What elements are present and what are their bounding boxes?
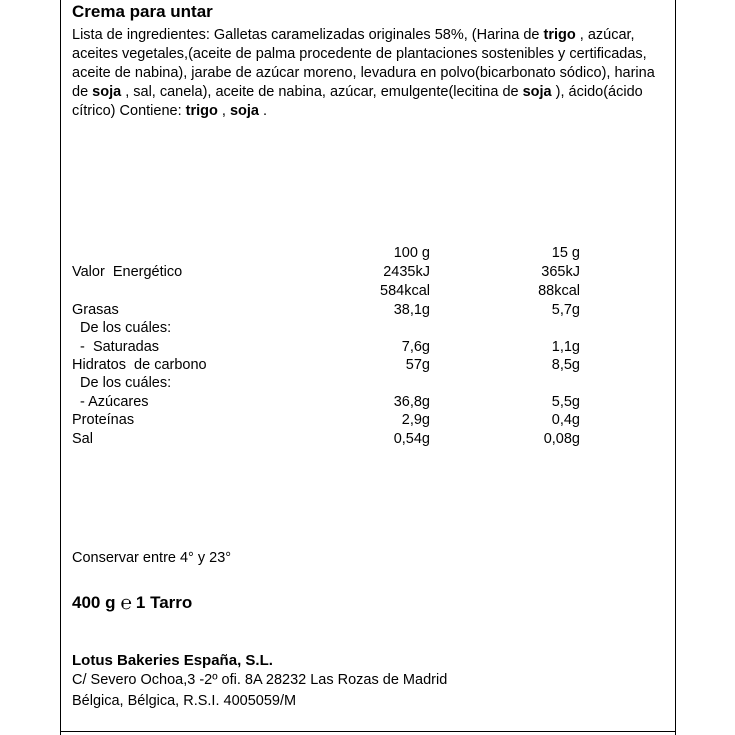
nutrition-value-serving: 0,4g — [551, 412, 580, 428]
net-weight-amount: 400 g — [72, 593, 116, 612]
allergen-highlight: soja — [522, 84, 552, 100]
ingredients-text: ), ácido(ácido cítrico) Contiene: — [72, 84, 643, 119]
net-weight — [72, 593, 192, 613]
nutrition-row-label: Hidratos de carbono — [72, 357, 207, 373]
nutrition-row-label: De los cuáles: — [72, 320, 172, 336]
nutrition-value-100g: 2,9g — [401, 412, 430, 428]
product-title: Crema para untar — [72, 2, 213, 21]
nutrition-row-label: Sal — [72, 431, 93, 447]
net-weight-unit: 1 Tarro — [135, 593, 193, 612]
ingredients-text: . — [258, 103, 268, 119]
nutrition-value-100g: 36,8g — [393, 394, 430, 410]
nutrition-header-100g: 100 g — [393, 245, 430, 261]
allergen-highlight: trigo — [543, 27, 576, 43]
allergen-highlight: trigo — [185, 103, 218, 119]
nutrition-value-serving: 0,08g — [543, 431, 580, 447]
storage-instructions: Conservar entre 4° y 23° — [72, 550, 232, 566]
nutrition-value-100g: 38,1g — [393, 302, 430, 318]
nutrition-row-label: Grasas — [72, 302, 119, 318]
nutrition-row-label: Valor Energético — [72, 264, 183, 280]
nutrition-value-100g: 584kcal — [380, 283, 430, 299]
nutrition-value-100g: 0,54g — [393, 431, 430, 447]
label-frame-bottom — [60, 731, 676, 732]
allergen-highlight: soja — [229, 103, 259, 119]
nutrition-value-serving: 5,5g — [551, 394, 580, 410]
nutrition-value-serving: 1,1g — [551, 339, 580, 355]
nutrition-header-serving: 15 g — [551, 245, 580, 261]
nutrition-value-100g: 2435kJ — [383, 264, 430, 280]
allergen-highlight: soja — [92, 84, 122, 100]
ingredients-text: , sal, canela), aceite de nabina, azúcar, emulgente(lecitina de — [121, 84, 523, 100]
ingredients-list — [72, 26, 662, 121]
nutrition-value-100g: 57g — [405, 357, 430, 373]
nutrition-value-serving: 88kcal — [538, 283, 580, 299]
nutrition-row-label: Proteínas — [72, 412, 135, 428]
ingredients-text: , — [217, 103, 230, 119]
nutrition-row-label: - Saturadas — [72, 339, 160, 355]
company-address-line2: Bélgica, Bélgica, R.S.I. 4005059/M — [72, 693, 297, 709]
ingredients-text: Lista de ingredientes: Galletas caramelizadas originales 58%, (Harina de — [72, 27, 544, 43]
ingredients-text: , azúcar, aceites vegetales,(aceite de palma procedente de plantaciones sostenibles y certificadas, aceite de nabina), jarabe de azúcar moreno, levadura en polvo(bicarbonato sódico), harina de — [72, 27, 655, 100]
estimated-sign-icon: ℮ — [120, 592, 132, 614]
nutrition-value-100g: 7,6g — [401, 339, 430, 355]
nutrition-row-label: De los cuáles: — [72, 375, 172, 391]
company-address-line1: C/ Severo Ochoa,3 -2º ofi. 8A 28232 Las Rozas de Madrid — [72, 672, 448, 688]
nutrition-row-label: - Azúcares — [72, 394, 149, 410]
company-name: Lotus Bakeries España, S.L. — [72, 652, 273, 669]
nutrition-value-serving: 8,5g — [551, 357, 580, 373]
nutrition-value-serving: 5,7g — [551, 302, 580, 318]
nutrition-value-serving: 365kJ — [541, 264, 580, 280]
